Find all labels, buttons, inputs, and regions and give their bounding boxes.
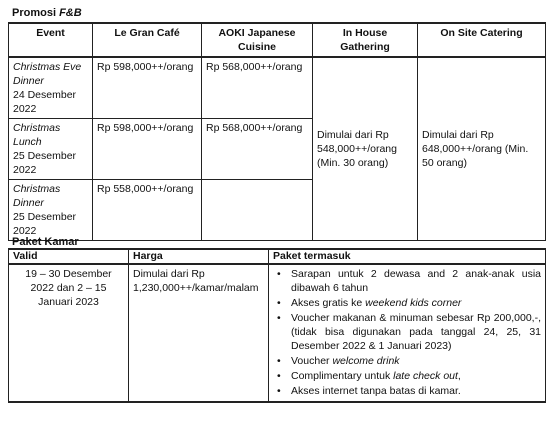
list-item-italic: weekend kids corner <box>365 297 462 309</box>
list-item-text: Akses internet tanpa batas di kamar. <box>291 385 461 397</box>
list-item <box>291 384 541 398</box>
on-site-cell: Dimulai dari Rp 648,000++/orang (Min. 50 orang) <box>418 57 546 241</box>
header-aoki: AOKI Japanese Cuisine <box>202 23 313 57</box>
kamar-header-row <box>9 249 546 264</box>
kamar-title: Paket Kamar <box>12 236 79 248</box>
fnb-title-italic: F&B <box>59 7 82 19</box>
list-item <box>291 369 541 383</box>
list-item-text: Voucher <box>291 355 333 367</box>
list-item-italic: late check out <box>393 370 458 382</box>
aoki-price: Rp 568,000++/orang <box>202 57 313 119</box>
valid-cell: 19 – 30 Desember 2022 dan 2 – 15 Januari 2023 <box>9 264 129 402</box>
header-on-site: On Site Catering <box>418 23 546 57</box>
event-cell <box>9 119 93 180</box>
event-name: Christmas Eve Dinner <box>13 61 82 87</box>
list-item <box>291 267 541 295</box>
table-row <box>9 264 546 402</box>
header-harga: Harga <box>129 249 269 264</box>
header-event: Event <box>9 23 93 57</box>
list-item-text: Akses gratis ke <box>291 297 366 309</box>
event-date: 25 Desember 2022 <box>13 150 77 176</box>
package-list <box>273 267 541 398</box>
event-cell <box>9 180 93 241</box>
list-item-text: Sarapan untuk 2 dewasa and 2 anak-anak usia dibawah 6 tahun <box>291 268 541 294</box>
header-in-house: In House Gathering <box>313 23 418 57</box>
event-name: Christmas Dinner <box>13 183 61 209</box>
header-paket: Paket termasuk <box>269 249 546 264</box>
fnb-table <box>8 22 546 241</box>
header-valid: Valid <box>9 249 129 264</box>
aoki-price: Rp 568,000++/orang <box>202 119 313 180</box>
list-item <box>291 296 541 310</box>
gran-cafe-price: Rp 598,000++/orang <box>93 119 202 180</box>
list-item <box>291 354 541 368</box>
gran-cafe-price: Rp 598,000++/orang <box>93 57 202 119</box>
list-item-suffix: , <box>457 370 461 382</box>
paket-cell <box>269 264 546 402</box>
fnb-header-row <box>9 23 546 57</box>
event-name: Christmas Lunch <box>13 122 61 148</box>
list-item <box>291 311 541 353</box>
event-date: 24 Desember 2022 <box>13 89 77 115</box>
kamar-table <box>8 248 546 403</box>
event-date: 25 Desember 2022 <box>13 211 77 237</box>
aoki-price <box>202 180 313 241</box>
event-cell <box>9 57 93 119</box>
harga-cell: Dimulai dari Rp 1,230,000++/kamar/malam <box>129 264 269 402</box>
list-item-text: Complimentary untuk <box>291 370 394 382</box>
in-house-cell: Dimulai dari Rp 548,000++/orang (Min. 30 orang) <box>313 57 418 241</box>
header-gran-cafe: Le Gran Café <box>93 23 202 57</box>
gran-cafe-price: Rp 558,000++/orang <box>93 180 202 241</box>
list-item-italic: welcome drink <box>332 355 400 367</box>
list-item-text: Voucher makanan & minuman sebesar Rp 200,000,-, (tidak bisa digunakan pada tanggal 24, 25, 31 Desember 2022 & 1 Januari 2023) <box>291 312 541 352</box>
fnb-title-text: Promosi <box>12 7 60 19</box>
table-row <box>9 57 546 119</box>
fnb-title <box>12 7 82 19</box>
